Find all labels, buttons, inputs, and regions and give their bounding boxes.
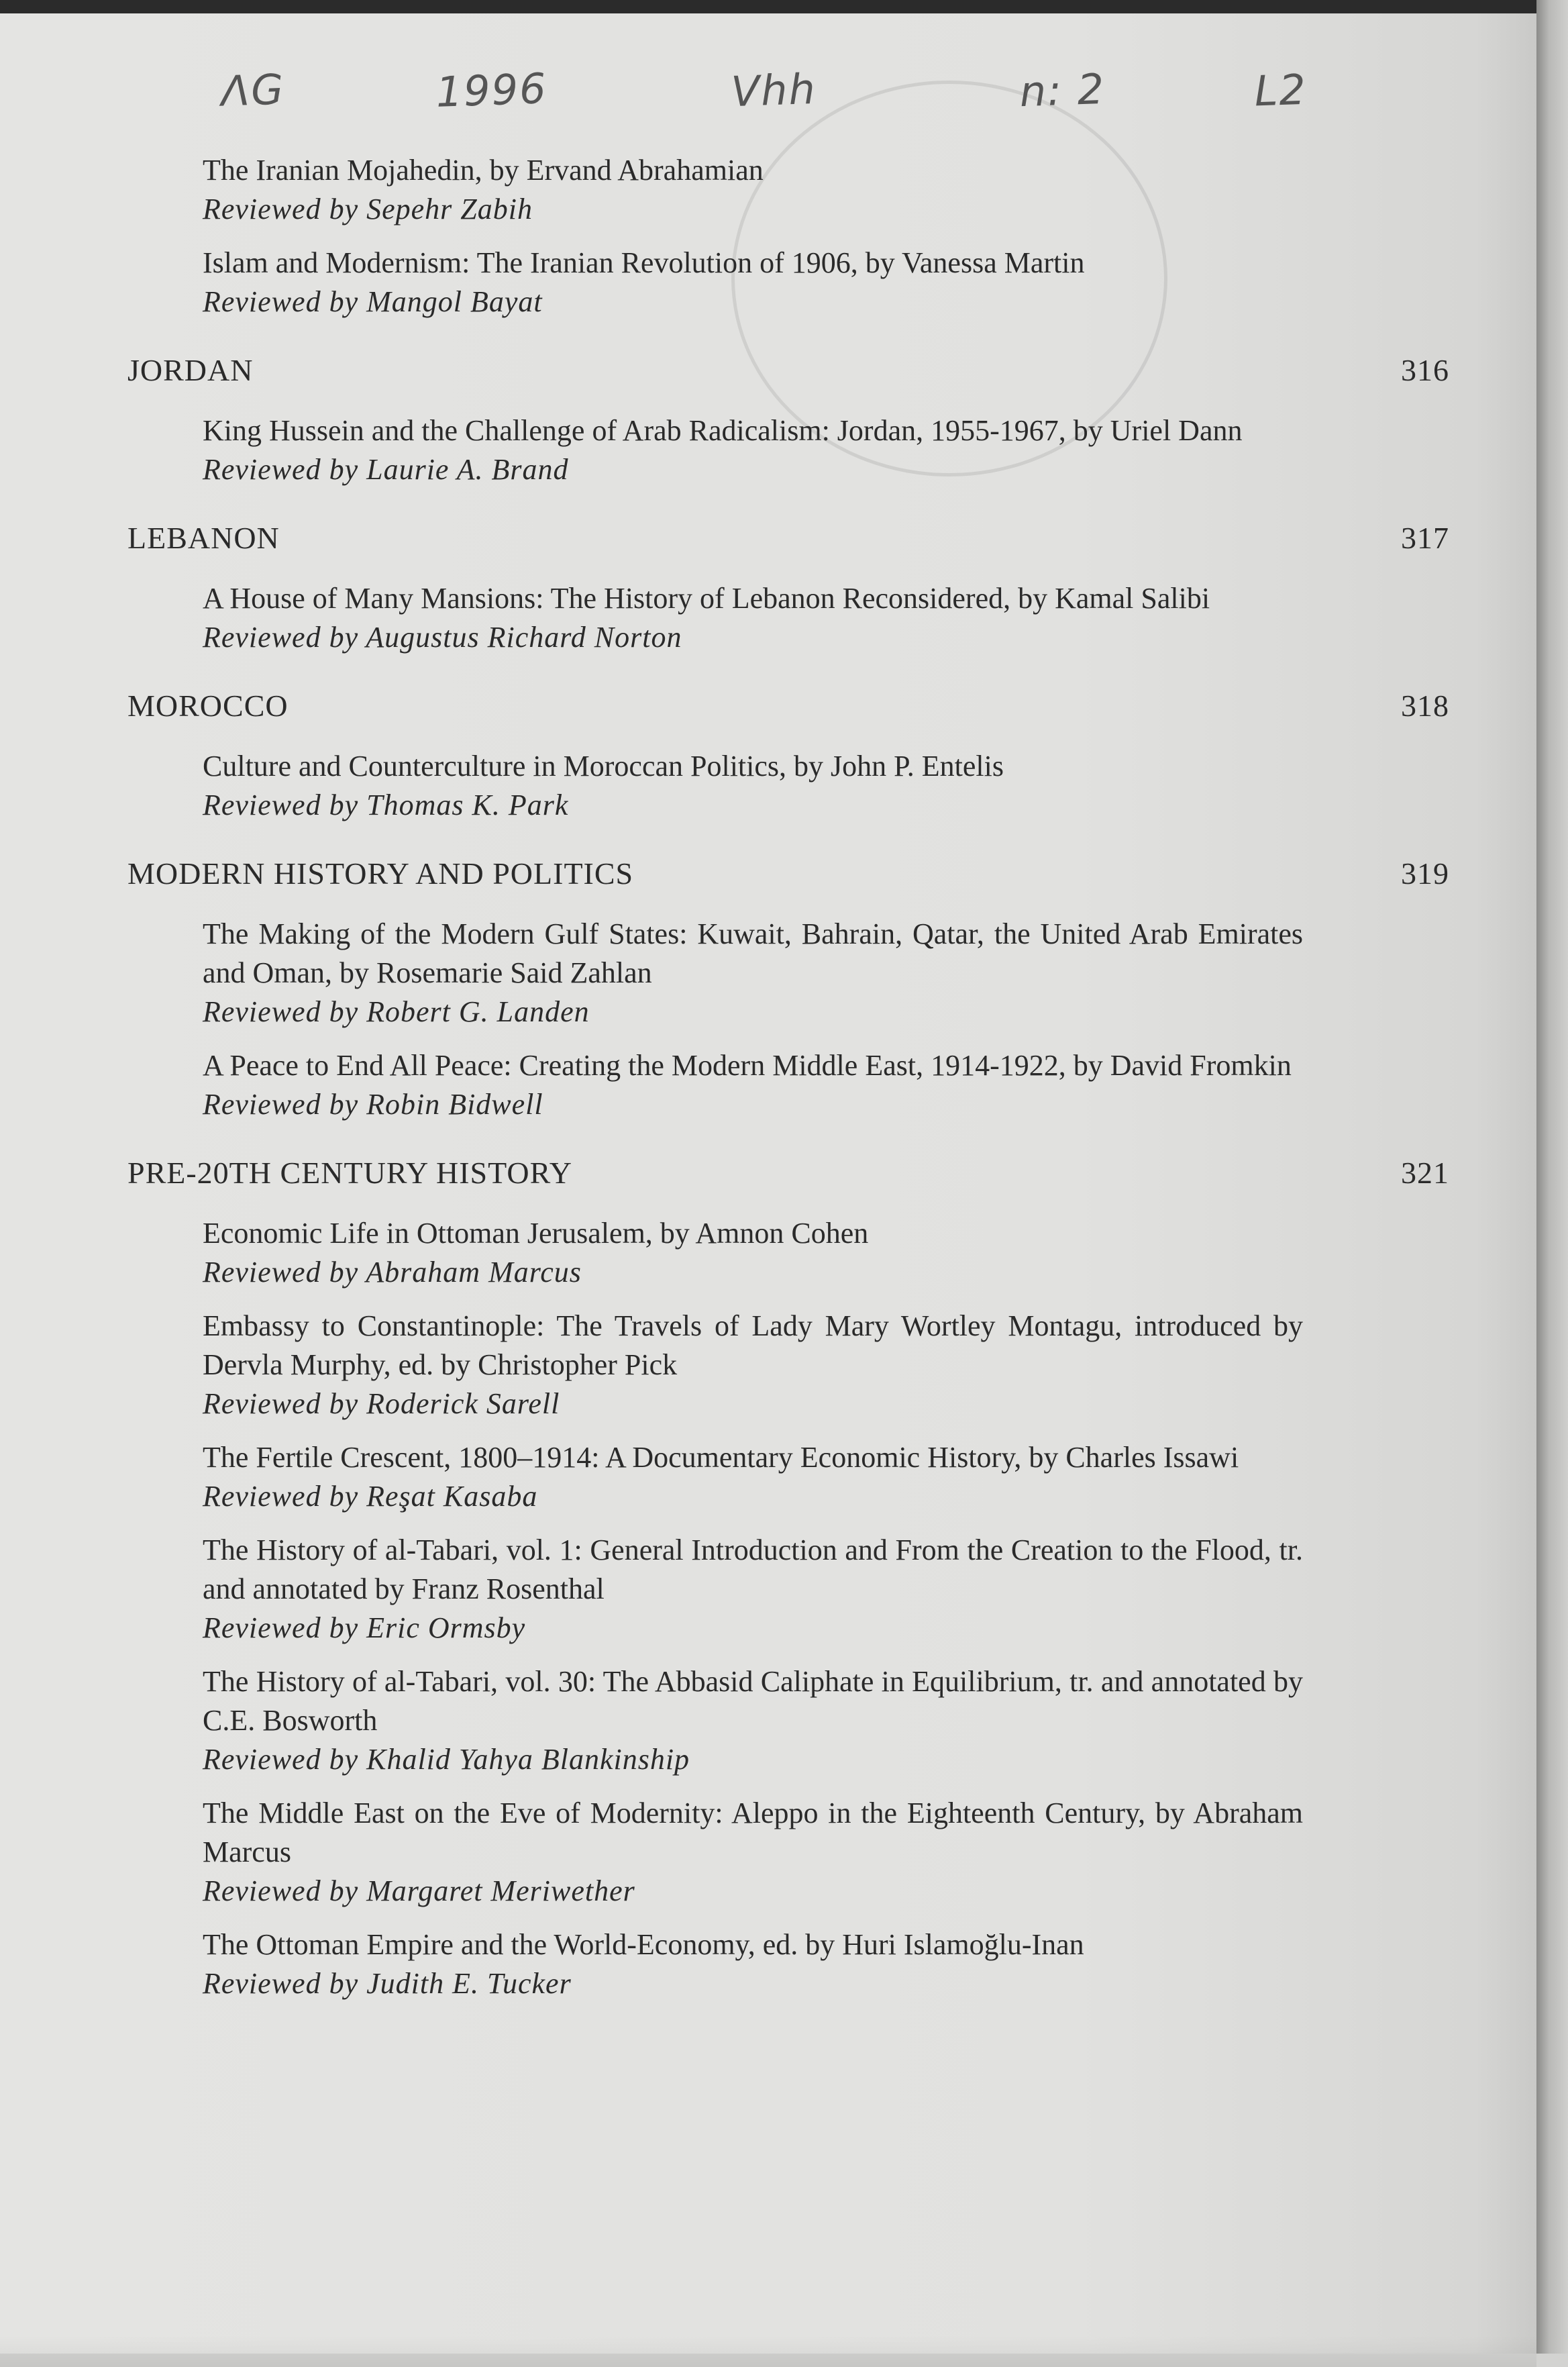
reviewer: Reviewed by Roderick Sarell <box>203 1387 560 1420</box>
section-page-number: 316 <box>1401 353 1449 387</box>
reviewer: Reviewed by Robert G. Landen <box>203 995 590 1028</box>
book-title: A House of Many Mansions: The History of Lebanon Reconsidered, by Kamal Salibi <box>203 582 1210 615</box>
reviewer: Reviewed by Khalid Yahya Blankinship <box>203 1743 690 1776</box>
section-name: MOROCCO <box>127 689 289 723</box>
toc-entry <box>127 151 1303 229</box>
book-spine-edge <box>1536 0 1568 2354</box>
section-heading-pre-20th-century <box>127 1150 1449 1197</box>
page-bottom-shadow <box>0 2335 1536 2367</box>
handwritten-note-5: L2 <box>1253 64 1308 116</box>
section-name: JORDAN <box>127 353 254 387</box>
toc-entry <box>127 1307 1303 1423</box>
section-name: LEBANON <box>127 521 280 555</box>
toc-entry <box>127 1662 1303 1779</box>
document-page <box>0 13 1536 2354</box>
toc-entry <box>127 1531 1303 1648</box>
toc-entry <box>127 1925 1303 2003</box>
toc-entry <box>127 411 1303 489</box>
section-page-number: 318 <box>1401 689 1449 723</box>
book-title: The Fertile Crescent, 1800–1914: A Documentary Economic History, by Charles Issawi <box>203 1441 1239 1474</box>
toc-entry <box>127 1214 1303 1292</box>
handwritten-note-1: ΛG <box>220 64 286 116</box>
toc-entry <box>127 747 1303 825</box>
section-page-number: 319 <box>1401 856 1449 891</box>
book-title: Culture and Counterculture in Moroccan Politics, by John P. Entelis <box>203 750 1004 783</box>
book-title: The History of al-Tabari, vol. 1: General Introduction and From the Creation to the Flood, tr. and annotated by Franz Rosenthal <box>203 1533 1303 1605</box>
reviewer: Reviewed by Laurie A. Brand <box>203 453 569 486</box>
book-title: Economic Life in Ottoman Jerusalem, by Amnon Cohen <box>203 1217 869 1250</box>
reviewer: Reviewed by Judith E. Tucker <box>203 1967 572 2000</box>
book-title: A Peace to End All Peace: Creating the Modern Middle East, 1914-1922, by David Fromkin <box>203 1049 1292 1082</box>
section-page-number: 321 <box>1401 1156 1449 1190</box>
reviewer: Reviewed by Mangol Bayat <box>203 285 543 318</box>
toc-entry <box>127 915 1303 1031</box>
section-page-number: 317 <box>1401 521 1449 555</box>
toc-entry <box>127 244 1303 321</box>
book-title: Islam and Modernism: The Iranian Revolution of 1906, by Vanessa Martin <box>203 246 1085 279</box>
reviewer: Reviewed by Abraham Marcus <box>203 1256 582 1289</box>
reviewer: Reviewed by Reşat Kasaba <box>203 1480 538 1513</box>
handwritten-note-3: Vhh <box>730 64 817 117</box>
page-top-edge <box>0 0 1568 15</box>
toc-entry <box>127 1438 1303 1516</box>
book-title: Embassy to Constantinople: The Travels of Lady Mary Wortley Montagu, introduced by Dervla Murphy, ed. by Christopher Pick <box>203 1309 1303 1381</box>
toc-entry <box>127 1794 1303 1911</box>
reviewer: Reviewed by Robin Bidwell <box>203 1088 543 1121</box>
reviewer: Reviewed by Augustus Richard Norton <box>203 621 682 654</box>
section-heading-jordan <box>127 347 1449 394</box>
section-heading-modern-history <box>127 850 1449 897</box>
section-heading-morocco <box>127 683 1449 729</box>
book-title: The Middle East on the Eve of Modernity: Aleppo in the Eighteenth Century, by Abraham Marcus <box>203 1797 1303 1868</box>
reviewer: Reviewed by Eric Ormsby <box>203 1611 526 1644</box>
book-title: The Iranian Mojahedin, by Ervand Abrahamian <box>203 154 764 187</box>
section-name: MODERN HISTORY AND POLITICS <box>127 856 634 891</box>
book-title: King Hussein and the Challenge of Arab Radicalism: Jordan, 1955-1967, by Uriel Dann <box>203 414 1243 447</box>
reviewer: Reviewed by Sepehr Zabih <box>203 193 533 225</box>
reviewer: Reviewed by Thomas K. Park <box>203 789 569 821</box>
table-of-contents <box>127 151 1449 2018</box>
book-title: The History of al-Tabari, vol. 30: The Abbasid Caliphate in Equilibrium, tr. and annotated by C.E. Bosworth <box>203 1665 1303 1737</box>
handwritten-note-4: n: 2 <box>1018 64 1106 117</box>
book-title: The Ottoman Empire and the World-Economy, ed. by Huri Islamoğlu-Inan <box>203 1928 1084 1961</box>
toc-entry <box>127 579 1303 657</box>
handwritten-note-2: 1996 <box>435 64 548 117</box>
section-name: PRE-20TH CENTURY HISTORY <box>127 1156 572 1190</box>
reviewer: Reviewed by Margaret Meriwether <box>203 1874 635 1907</box>
book-title: The Making of the Modern Gulf States: Kuwait, Bahrain, Qatar, the United Arab Emirates and Oman, by Rosemarie Said Zahlan <box>203 917 1303 989</box>
toc-entry <box>127 1046 1303 1124</box>
section-heading-lebanon <box>127 515 1449 562</box>
